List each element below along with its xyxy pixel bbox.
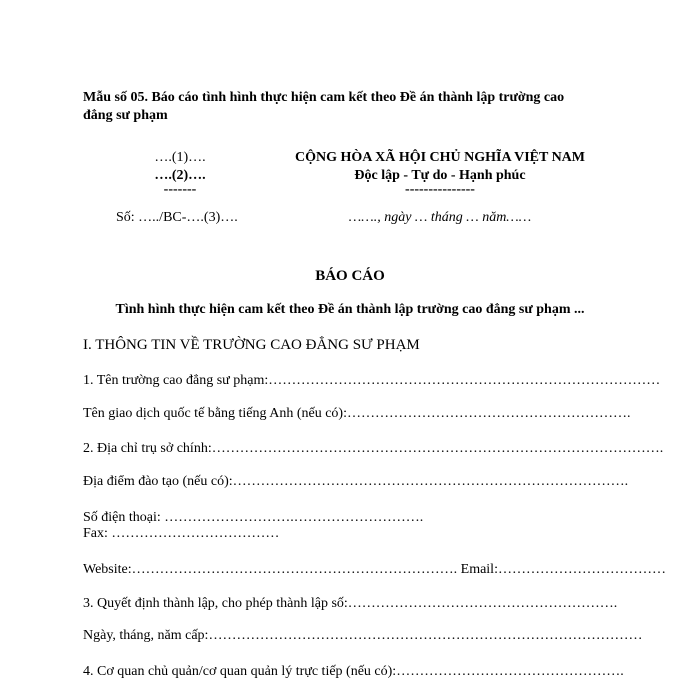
field-establishment-decision: 3. Quyết định thành lập, cho phép thành lập số:………………………………………………….: [83, 596, 618, 611]
field-governing-agency: 4. Cơ quan chủ quản/cơ quan quản lý trực tiếp (nếu có):………………………………………….: [83, 664, 624, 679]
field-school-name: 1. Tên trường cao đẳng sư phạm:…………………………………………………………………………: [83, 373, 661, 388]
form-title-line1: Mẫu số 05. Báo cáo tình hình thực hiện cam kết theo Đề án thành lập trường cao: [83, 90, 565, 105]
national-motto: Độc lập - Tự do - Hạnh phúc: [354, 168, 526, 183]
section-heading: I. THÔNG TIN VỀ TRƯỜNG CAO ĐẲNG SƯ PHẠM: [83, 337, 420, 353]
field-head-office: 2. Địa chỉ trụ sở chính:…………………………………………………………………………………….: [83, 441, 664, 456]
document-number: Số: …../BC-….(3)….: [116, 210, 238, 225]
organization-line1: ….(1)….: [154, 150, 206, 165]
field-phone: Số điện thoại: ……………………….……………………….: [83, 510, 424, 525]
form-title-line2: đẳng sư phạm: [83, 108, 168, 123]
report-subtitle: Tình hình thực hiện cam kết theo Đề án thành lập trường cao đẳng sư phạm ...: [115, 302, 585, 317]
field-issue-date: Ngày, tháng, năm cấp:…………………………………………………………………………………: [83, 628, 643, 643]
place-date: ……., ngày … tháng … năm……: [348, 210, 532, 225]
organization-line2: ….(2)….: [154, 168, 206, 183]
field-training-location: Địa điểm đào tạo (nếu có):………………………………………………………………………….: [83, 474, 629, 489]
field-website-email: Website:……………………………………………………………. Email:………………………………: [83, 562, 666, 577]
report-title: BÁO CÁO: [315, 268, 385, 284]
national-title: CỘNG HÒA XÃ HỘI CHỦ NGHĨA VIỆT NAM: [294, 150, 585, 165]
left-header-rule: -------: [163, 182, 197, 197]
right-header-rule: ---------------: [405, 182, 475, 197]
field-fax: Fax: ………………………………: [83, 526, 280, 541]
field-english-name: Tên giao dịch quốc tế bằng tiếng Anh (nếu có):…………………………………………………….: [83, 406, 631, 421]
